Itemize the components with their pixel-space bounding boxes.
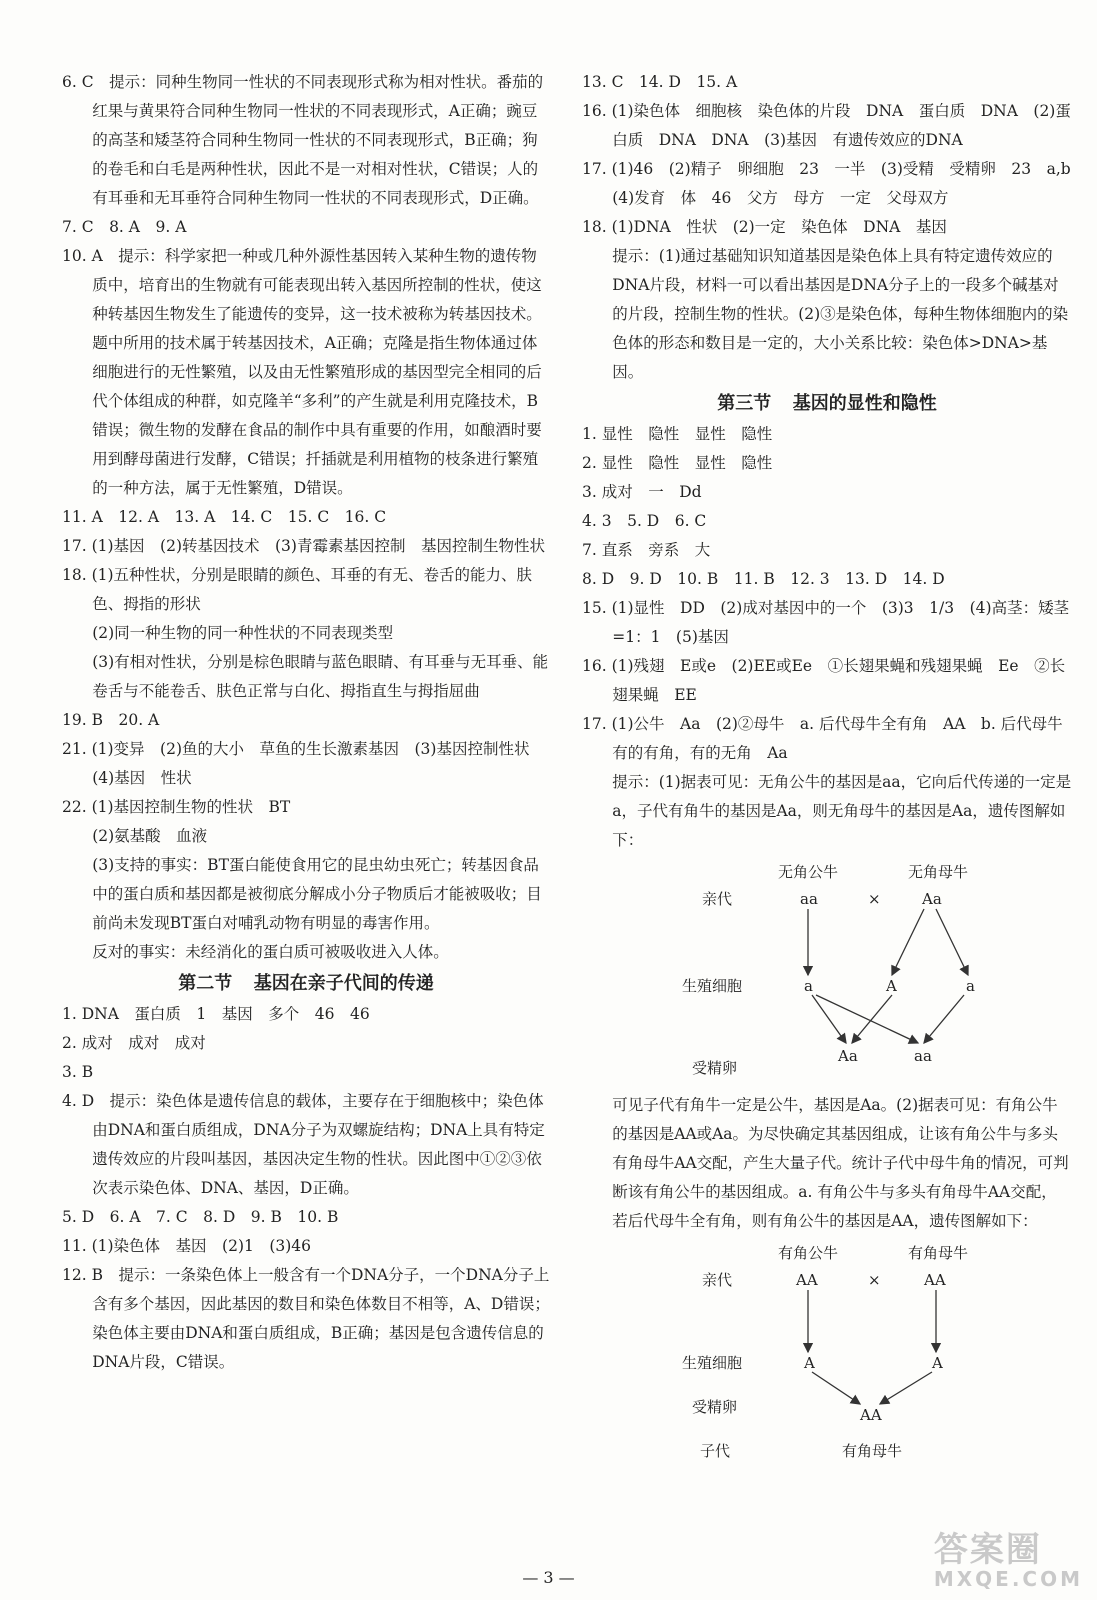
page-number: — 3 — [522,1568,575,1587]
answer-item: 8. D 9. D 10. B 11. B 12. 3 13. D 14. D [582,570,945,588]
zygote-2: aa [914,1047,932,1065]
answer-item: 22. (1)基因控制生物的性状 BT [62,798,291,816]
inheritance-diagram-hornless [582,857,1072,1087]
answer-item: 提示：(1)据表可见：无角公牛的基因是aa，它向后代传递的一定是a，子代有角牛的基因是Aa，则无角母牛的基因是Aa，遗传图解如下： [612,773,1072,849]
answer-item: 1. 显性 隐性 显性 隐性 [582,425,773,443]
column-label-hornless-bull: 无角公牛 [778,863,839,881]
answer-item: 16. (1)残翅 E或e (2)EE或Ee ①长翅果蝇和残翅果蝇 Ee ②长翅果蝇 EE [582,657,1066,704]
section-number: 第三节 [717,393,772,414]
diagram-arrows [582,1238,1072,1468]
right-column [582,68,1087,1472]
answer-item: 11. A 12. A 13. A 14. C 15. C 16. C [62,508,387,526]
section-heading [582,389,1072,419]
gamete-male: A [804,1354,815,1372]
column-label-horned-bull: 有角公牛 [778,1244,839,1262]
row-label-zygote: 受精卵 [692,1398,738,1416]
gamete-male: a [804,977,813,995]
answer-item: 3. 成对 一 Dd [582,483,702,501]
gamete-female-2: a [966,977,975,995]
offspring-phenotype: 有角母牛 [842,1442,903,1460]
row-label-parent: 亲代 [702,1271,733,1289]
row-label-parent: 亲代 [702,890,733,908]
answer-item: 4. D 提示：染色体是遗传信息的载体，主要存在于细胞核中；染色体由DNA和蛋白质组成，DNA分子为双螺旋结构；DNA上具有特定遗传效应的片段叫基因，基因决定生物的性状。因此图中①②③依次表示染色体、DNA、基因，D正确。 [62,1092,545,1197]
zygote: AA [860,1406,882,1424]
row-label-offspring: 子代 [700,1442,731,1460]
gamete-female-1: A [886,977,897,995]
answer-item: 13. C 14. D 15. A [582,73,738,91]
column-label-horned-cow: 有角母牛 [908,1244,969,1262]
left-column [62,68,550,1377]
section-number: 第二节 [178,973,233,994]
parent-female-genotype: AA [924,1271,946,1289]
cross-symbol: × [868,890,881,908]
answer-item: 17. (1)公牛 Aa (2)②母牛 a. 后代母牛全有角 AA b. 后代母牛有的有角，有的无角 Aa [582,715,1063,762]
answer-item: 反对的事实：未经消化的蛋白质可被吸收进入人体。 [92,943,449,961]
column-label-hornless-cow: 无角母牛 [908,863,969,881]
answer-item: 17. (1)基因 (2)转基因技术 (3)青霉素基因控制 基因控制生物性状 [62,537,545,555]
answer-item: 10. A 提示：科学家把一种或几种外源性基因转入某种生物的遗传物质中，培育出的生物就有可能表现出转入基因所控制的性状，使这种转基因生物发生了能遗传的变异，这一技术被称为转基因技术。题中所用的技术属于转基因技术，A正确；克隆是指生物体通过体细胞进行的无性繁殖，以及由无性繁殖形成的基因型完全相同的后代个体组成的种群，如克隆羊“多利”的产生就是利用克隆技术，B错误；微生物的发酵在食品的制作中具有重要的作用，如酿酒时要用到酵母菌进行发酵，C错误；扦插就是利用植物的枝条进行繁殖的一种方法，属于无性繁殖，D错误。 [62,247,542,497]
answer-item: 提示：(1)通过基础知识知道基因是染色体上具有特定遗传效应的DNA片段，材料一可以看出基因是DNA分子上的一段多个碱基对的片段，控制生物的性状。(2)③是染色体，每种生物体细胞内的染色体的形态和数目是一定的，大小关系比较：染色体>DNA>基因。 [612,247,1069,381]
answer-item: 18. (1)DNA 性状 (2)一定 染色体 DNA 基因 [582,218,947,236]
parent-male-genotype: AA [796,1271,818,1289]
answer-item: 21. (1)变异 (2)鱼的大小 草鱼的生长激素基因 (3)基因控制性状 (4)基因 性状 [62,740,545,787]
row-label-zygote: 受精卵 [692,1059,738,1077]
answer-item: 15. (1)显性 DD (2)成对基因中的一个 (3)3 1/3 (4)高茎：矮茎=1：1 (5)基因 [582,599,1070,646]
row-label-gamete: 生殖细胞 [682,977,743,995]
watermark-logo: 答案圈 MXQE.COM [933,1530,1083,1591]
answer-item: (3)支持的事实：BT蛋白能使食用它的昆虫幼虫死亡；转基因食品中的蛋白质和基因都是被彻底分解成小分子物质后才能被吸收；目前尚未发现BT蛋白对哺乳动物有明显的毒害作用。 [92,856,542,932]
answer-item: 12. B 提示：一条染色体上一般含有一个DNA分子，一个DNA分子上含有多个基因，因此基因的数目和染色体数目不相等，A、D错误；染色体主要由DNA和蛋白质组成，B正确；基因是包含遗传信息的DNA片段，C错误。 [62,1266,550,1371]
answer-item: 4. 3 5. D 6. C [582,512,707,530]
answer-item: (3)有相对性状，分别是棕色眼睛与蓝色眼睛、有耳垂与无耳垂、能卷舌与不能卷舌、肤色正常与白化、拇指直生与拇指屈曲 [92,653,549,700]
answer-item: 16. (1)染色体 细胞核 染色体的片段 DNA 蛋白质 DNA (2)蛋白质 DNA DNA (3)基因 有遗传效应的DNA [582,102,1071,149]
answer-item: 7. C 8. A 9. A [62,218,187,236]
gamete-female: A [932,1354,943,1372]
answer-item: 2. 成对 成对 成对 [62,1034,206,1052]
section-title-text: 基因在亲子代间的传递 [253,973,434,994]
answer-item: 19. B 20. A [62,711,160,729]
answer-item: 1. DNA 蛋白质 1 基因 多个 46 46 [62,1005,370,1023]
inheritance-diagram-horned [582,1238,1072,1468]
section-title-text: 基因的显性和隐性 [792,393,937,414]
row-label-gamete: 生殖细胞 [682,1354,743,1372]
answer-item: 18. (1)五种性状，分别是眼睛的颜色、耳垂的有无、卷舌的能力、肤色、拇指的形状 [62,566,533,613]
answer-item: 11. (1)染色体 基因 (2)1 (3)46 [62,1237,312,1255]
answer-item: 2. 显性 隐性 显性 隐性 [582,454,773,472]
answer-item: (2)同一种生物的同一种性状的不同表现类型 [92,624,394,642]
parent-female-genotype: Aa [922,890,942,908]
answer-item: 17. (1)46 (2)精子 卵细胞 23 一半 (3)受精 受精卵 23 a,b (4)发育 体 46 父方 母方 一定 父母双方 [582,160,1087,207]
diagram-arrows [582,857,1072,1087]
answer-item: 7. 直系 旁系 大 [582,541,711,559]
parent-male-genotype: aa [800,890,818,908]
answer-item: 可见子代有角牛一定是公牛，基因是Aa。(2)据表可见：有角公牛的基因是AA或Aa。为尽快确定其基因组成，让该有角公牛与多头有角母牛AA交配，产生大量子代。统计子代中母牛角的情况，可判断该有角公牛的基因组成。a. 有角公牛与多头有角母牛AA交配，若后代母牛全有角，则有角公牛的基因是AA，遗传图解如下： [612,1096,1069,1230]
answer-item: (2)氨基酸 血液 [92,827,208,845]
zygote-1: Aa [838,1047,858,1065]
answer-item: 5. D 6. A 7. C 8. D 9. B 10. B [62,1208,339,1226]
answer-item: 6. C 提示：同种生物同一性状的不同表现形式称为相对性状。番茄的红果与黄果符合同种生物同一性状的不同表现形式，A正确；豌豆的高茎和矮茎符合同种生物同一性状的不同表现形式，B正确；狗的卷毛和白毛是两种性状，因此不是一对相对性状，C错误；人的有耳垂和无耳垂符合同种生物同一性状的不同表现形式，D正确。 [62,73,544,207]
section-heading [62,969,550,999]
cross-symbol: × [868,1271,881,1289]
answer-item: 3. B [62,1063,94,1081]
